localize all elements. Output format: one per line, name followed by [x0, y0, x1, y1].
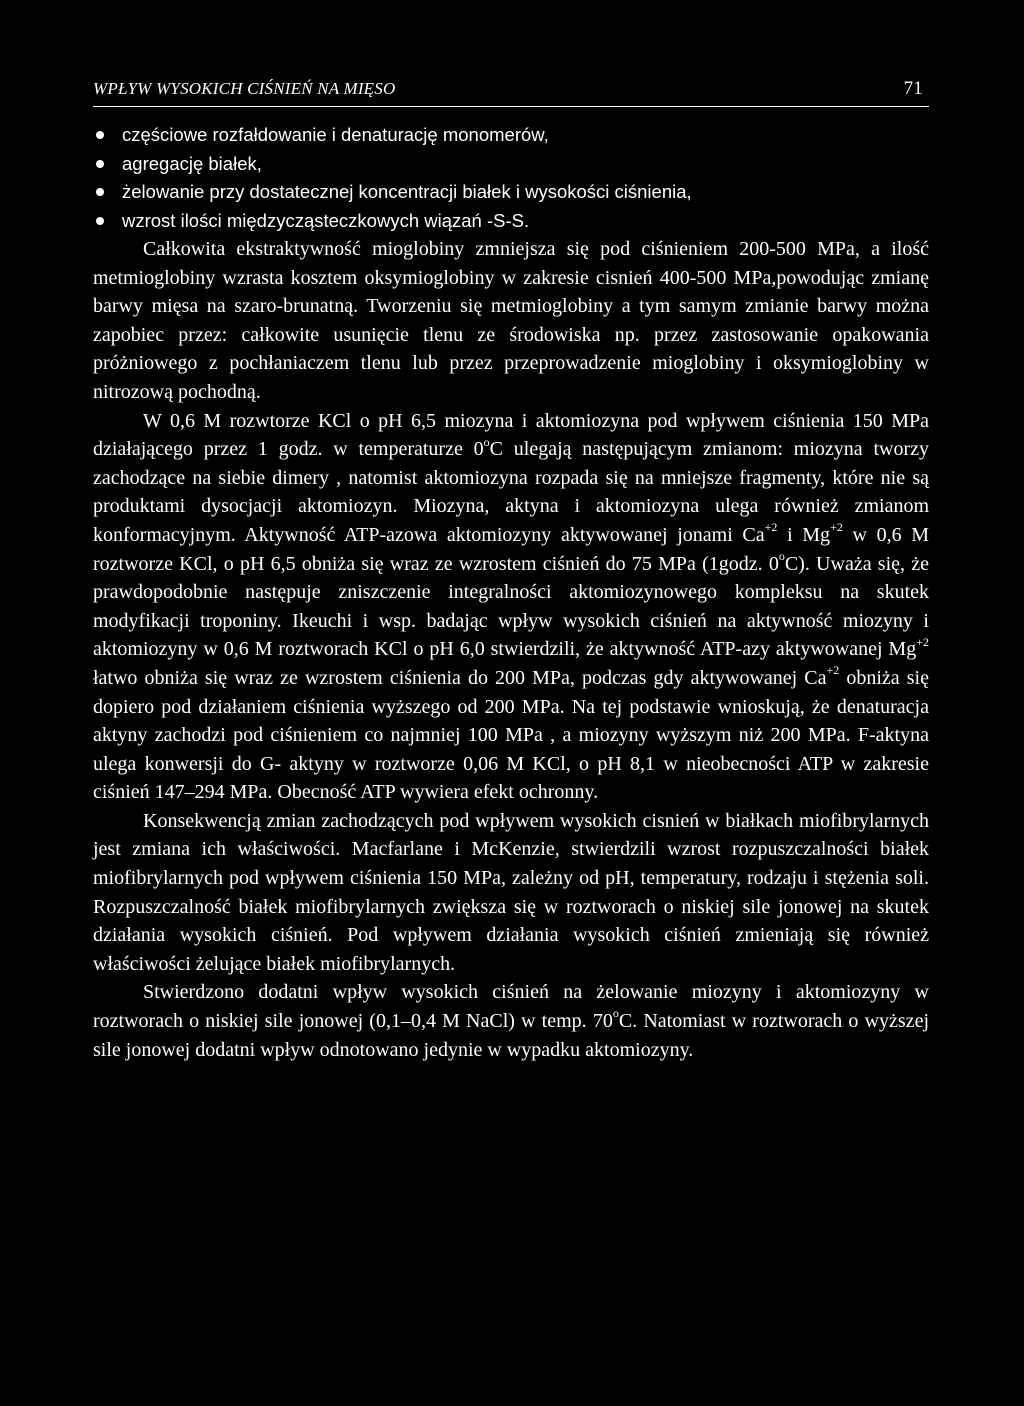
text-run: łatwo obniża się wraz ze wzrostem ciśnienia do 200 MPa, podczas gdy aktywowanej Ca [93, 666, 827, 689]
paragraph-miozyna [93, 407, 929, 807]
list-item [93, 178, 929, 207]
text-run: C ulegają następującym zmianom: miozyna tworzy zachodzące na siebie dimery , natomist aktomiozyna rozpada się na mniejsze fragmenty, które nie są produktami dysocjacji aktomiozyn. Miozyna, aktyna i aktomiozyna ulega również zmianom konformacyjnym. Aktywność ATP-azowa aktomiozyny aktywowanej jonami Ca [93, 438, 929, 546]
list-item-text: żelowanie przy dostatecznej koncentracji białek i wysokości ciśnienia, [122, 181, 692, 202]
superscript: o [612, 1006, 619, 1021]
superscript: +2 [916, 634, 929, 649]
superscript: o [483, 434, 490, 449]
bullet-icon [96, 160, 104, 168]
running-head-title: WPŁYW WYSOKICH CIŚNIEŃ NA MIĘSO [93, 79, 396, 98]
bullet-list [93, 121, 929, 235]
list-item [93, 150, 929, 179]
superscript: o [778, 548, 785, 563]
bullet-icon [96, 217, 104, 225]
text-run: W 0,6 M rozwtorze KCl o pH 6,5 miozyna i aktomiozyna pod wpływem ciśnienia 150 MPa działającego przez 1 godz. w temperaturze 0 [93, 409, 929, 461]
text-run: C. Natomiast w roztworach o wyższej sile jonowej dodatni wpływ odnotowano jedynie w wypadku aktomiozyny. [93, 1010, 929, 1061]
superscript: +2 [826, 663, 840, 678]
running-head [93, 78, 929, 107]
bullet-icon [96, 131, 104, 139]
text-run: w 0,6 M roztworze KCl, o pH 6,5 obniża się wraz ze wzrostem ciśnień do 75 MPa (1godz. 0 [93, 523, 930, 575]
page [93, 78, 929, 1064]
text-run: Stwierdzono dodatni wpływ wysokich ciśnień na żelowanie miozyny i aktomiozyny w roztworach o niskiej sile jonowej (0,1–0,4 M NaCl) w temp. 70 [93, 981, 929, 1033]
text-run: i Mg [777, 523, 831, 546]
paragraph-mioglobina: Całkowita ekstraktywność mioglobiny zmniejsza się pod ciśnieniem 200-500 MPa, a ilość metmioglobiny wzrasta kosztem oksymioglobiny w zakresie cisnień 400-500 MPa,powodując zmianę barwy mięsa na szaro-brunatną. Tworzeniu się metmioglobiny a tym samym zmianie barwy można zapobiec przez: całkowite usunięcie tlenu ze środowiska np. przez zastosowanie opakowania próżniowego z pochłaniaczem tlenu lub przez przeprowadzenie mioglobiny i oksymioglobiny w nitrozową pochodną. [93, 238, 929, 403]
list-item-text: częściowe rozfałdowanie i denaturację monomerów, [122, 124, 549, 145]
text-run: C). Uważa się, że prawdopodobnie następuje zniszczenie integralności aktomiozynowego kompleksu na skutek modyfikacji troponiny. Ikeuchi i wsp. badając wpływ wysokich ciśnień na aktywność miozyny i aktomiozyny w 0,6 M roztworach KCl o pH 6,0 stwierdzili, że aktywność ATP-azy aktywowanej Mg [93, 552, 929, 661]
superscript: +2 [764, 520, 778, 535]
list-item-text: agregację białek, [122, 152, 262, 174]
paragraph-konsekwencja: Konsekwencją zmian zachodzących pod wpływem wysokich cisnień w białkach miofibrylarnych jest zmiana ich właściwości. Macfarlane i McKenzie, stwierdzili wzrost rozpuszczalności białek miofibrylarnych pod wpływem ciśnienia 150 MPa, zależny od pH, temperatury, rodzaju i stężenia soli. Rozpuszczalność białek miofibrylarnych zwiększa się w roztworach o niskiej sile jonowej na skutek działania wysokich ciśnień. Pod wpływem działania wysokich ciśnień zmieniają się również właściwości żelujące białek miofibrylarnych. [93, 809, 929, 975]
list-item [93, 121, 929, 150]
list-item-text: wzrost ilości międzycząsteczkowych wiązań -S-S. [122, 209, 530, 231]
text-run: obniża się dopiero pod działaniem ciśnienia wyższego od 200 MPa. Na tej podstawie wnioskują, że denaturacja aktyny zachodzi pod ciśnieniem co najmniej 100 MPa , a miozyny wyższym niż 200 MPa. F-aktyna ulega konwersji do G- aktyny w roztworze 0,06 M KCl, o pH 8,1 w nieobecności ATP w zakresie ciśnień 147–294 MPa. Obecność ATP wywiera efekt ochronny. [93, 666, 929, 804]
bullet-icon [96, 188, 104, 196]
superscript: +2 [830, 520, 843, 535]
list-item [93, 207, 929, 236]
page-number: 71 [903, 78, 923, 99]
paragraph-stwierdzono [93, 978, 929, 1064]
